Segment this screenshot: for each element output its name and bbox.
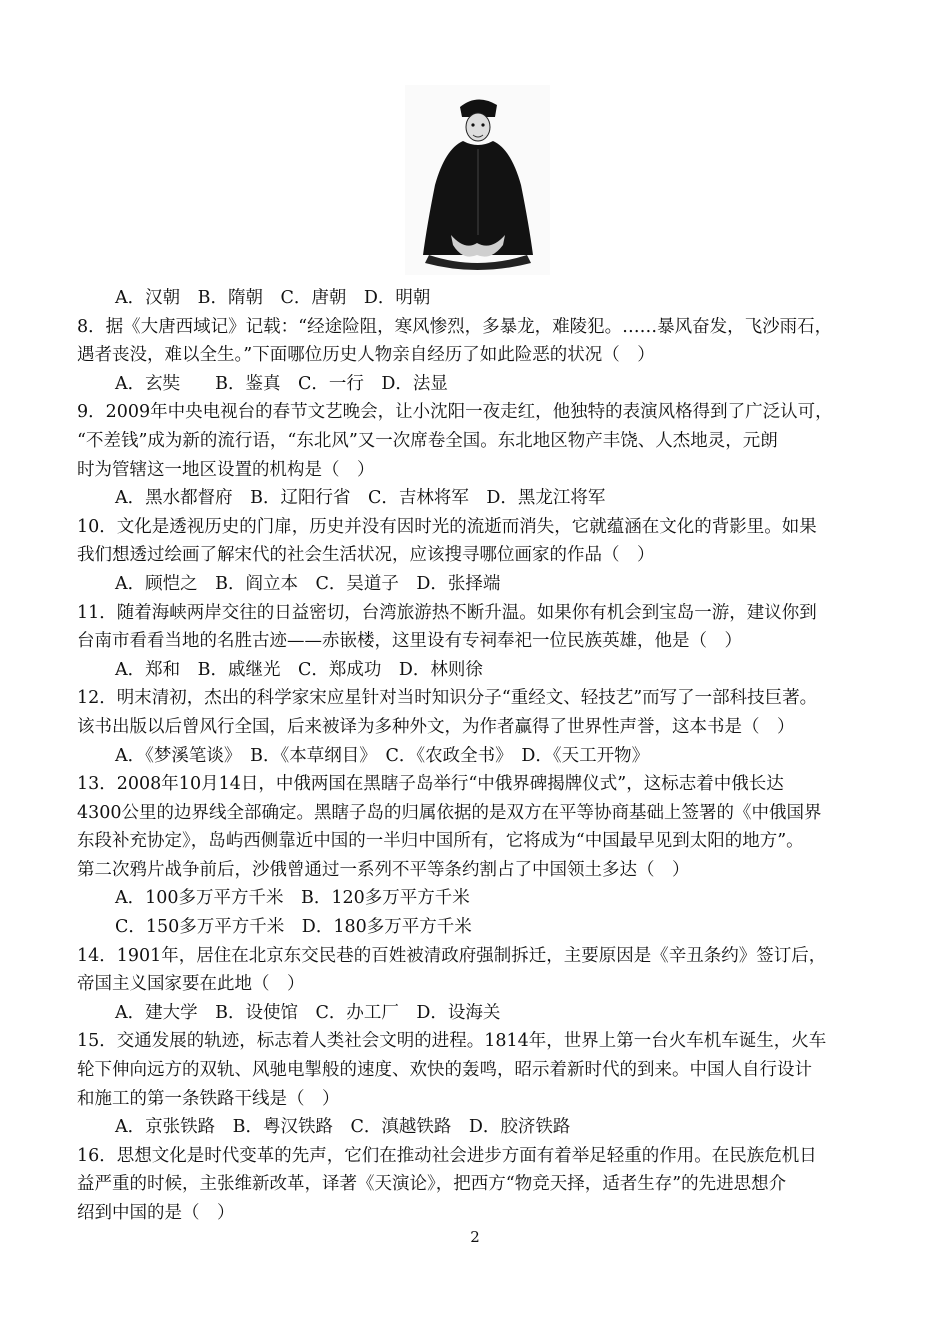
question-line: 14．1901年，居住在北京东交民巷的百姓被清政府强制拆迁，主要原因是《辛丑条约》签订后， <box>77 945 827 966</box>
portrait-figure <box>405 85 550 275</box>
question-line: 和施工的第一条铁路干线是（ ） <box>77 1088 340 1109</box>
answer-options: A．玄奘 B．鉴真 C．一行 D．法显 <box>115 373 448 394</box>
question-line: 10．文化是透视历史的门扉，历史并没有因时光的流逝而消失，它就蕴涵在文化的背影里。如果 <box>77 516 817 537</box>
answer-options: A．汉朝 B．隋朝 C．唐朝 D．明朝 <box>115 288 431 308</box>
question-line: 16．思想文化是时代变革的先声，它们在推动社会进步方面有着举足轻重的作用。在民族危机日 <box>77 1145 817 1166</box>
question-line: 东段补充协定》，岛屿西侧靠近中国的一半归中国所有，它将成为“中国最早见到太阳的地方”。 <box>77 831 804 852</box>
question-line: 15．交通发展的轨迹，标志着人类社会文明的进程。1814年，世界上第一台火车机车诞生，火车 <box>77 1031 827 1052</box>
question-line: 11．随着海峡两岸交往的日益密切，台湾旅游热不断升温。如果你有机会到宝岛一游，建议你到 <box>77 602 817 623</box>
answer-options: A．《梦溪笔谈》 B．《本草纲目》 C．《农政全书》 D．《天工开物》 <box>115 745 650 766</box>
answer-options: A．100多万平方千米 B．120多万平方千米 <box>115 888 470 909</box>
question-line: “不差钱”成为新的流行语，“东北风”又一次席卷全国。东北地区物产丰饶、人杰地灵，元朗 <box>77 430 778 451</box>
question-line: 遇者丧没，难以全生。”下面哪位历史人物亲自经历了如此险恶的状况（ ） <box>77 345 655 366</box>
question-line: 13．2008年10月14日，中俄两国在黑瞎子岛举行“中俄界碑揭牌仪式”，这标志着中俄长达 <box>77 774 784 795</box>
question-line: 轮下伸向远方的双轨、风驰电掣般的速度、欢快的轰鸣，昭示着新时代的到来。中国人自行设计 <box>77 1060 812 1081</box>
question-line: 8．据《大唐西域记》记载：“经途险阻，寒风惨烈，多暴龙，难陵犯。……暴风奋发，飞沙雨石， <box>77 316 833 337</box>
page-number: 2 <box>470 1228 480 1246</box>
answer-options: A．顾恺之 B．阎立本 C．吴道子 D．张择端 <box>115 573 501 594</box>
question-line: 帝国主义国家要在此地（ ） <box>77 974 305 995</box>
question-line: 12．明末清初，杰出的科学家宋应星针对当时知识分子“重经文、轻技艺”而写了一部科技巨著。 <box>77 688 818 709</box>
question-line: 台南市看看当地的名胜古迹——赤嵌楼，这里设有专祠奉祀一位民族英雄，他是（ ） <box>77 631 742 652</box>
question-line: 该书出版以后曾风行全国，后来被译为多种外文，为作者赢得了世界性声誉，这本书是（ ） <box>77 716 795 737</box>
question-line: 绍到中国的是（ ） <box>77 1203 235 1223</box>
answer-options: C．150多万平方千米 D．180多万平方千米 <box>115 917 472 938</box>
question-line: 9．2009年中央电视台的春节文艺晚会，让小沈阳一夜走红，他独特的表演风格得到了广泛认可， <box>77 402 833 423</box>
question-text <box>77 284 887 1228</box>
answer-options: A．京张铁路 B．粤汉铁路 C．滇越铁路 D．胶济铁路 <box>115 1117 571 1138</box>
question-line: 益严重的时候，主张维新改革，译著《天演论》，把西方“物竞天择，适者生存”的先进思想介 <box>77 1174 787 1195</box>
question-line: 4300公里的边界线全部确定。黑瞎子岛的归属依据的是双方在平等协商基础上签署的《中俄国界 <box>77 802 822 823</box>
answer-options: A．郑和 B．戚继光 C．郑成功 D．林则徐 <box>115 659 483 680</box>
question-line: 我们想透过绘画了解宋代的社会生活状况，应该搜寻哪位画家的作品（ ） <box>77 545 655 566</box>
answer-options: A．黑水都督府 B．辽阳行省 C．吉林将军 D．黑龙江将军 <box>115 488 606 509</box>
question-line: 第二次鸦片战争前后，沙俄曾通过一系列不平等条约割占了中国领土多达（ ） <box>77 859 690 880</box>
answer-options: A．建大学 B．设使馆 C．办工厂 D．设海关 <box>115 1002 501 1023</box>
question-line: 时为管辖这一地区设置的机构是（ ） <box>77 459 375 480</box>
